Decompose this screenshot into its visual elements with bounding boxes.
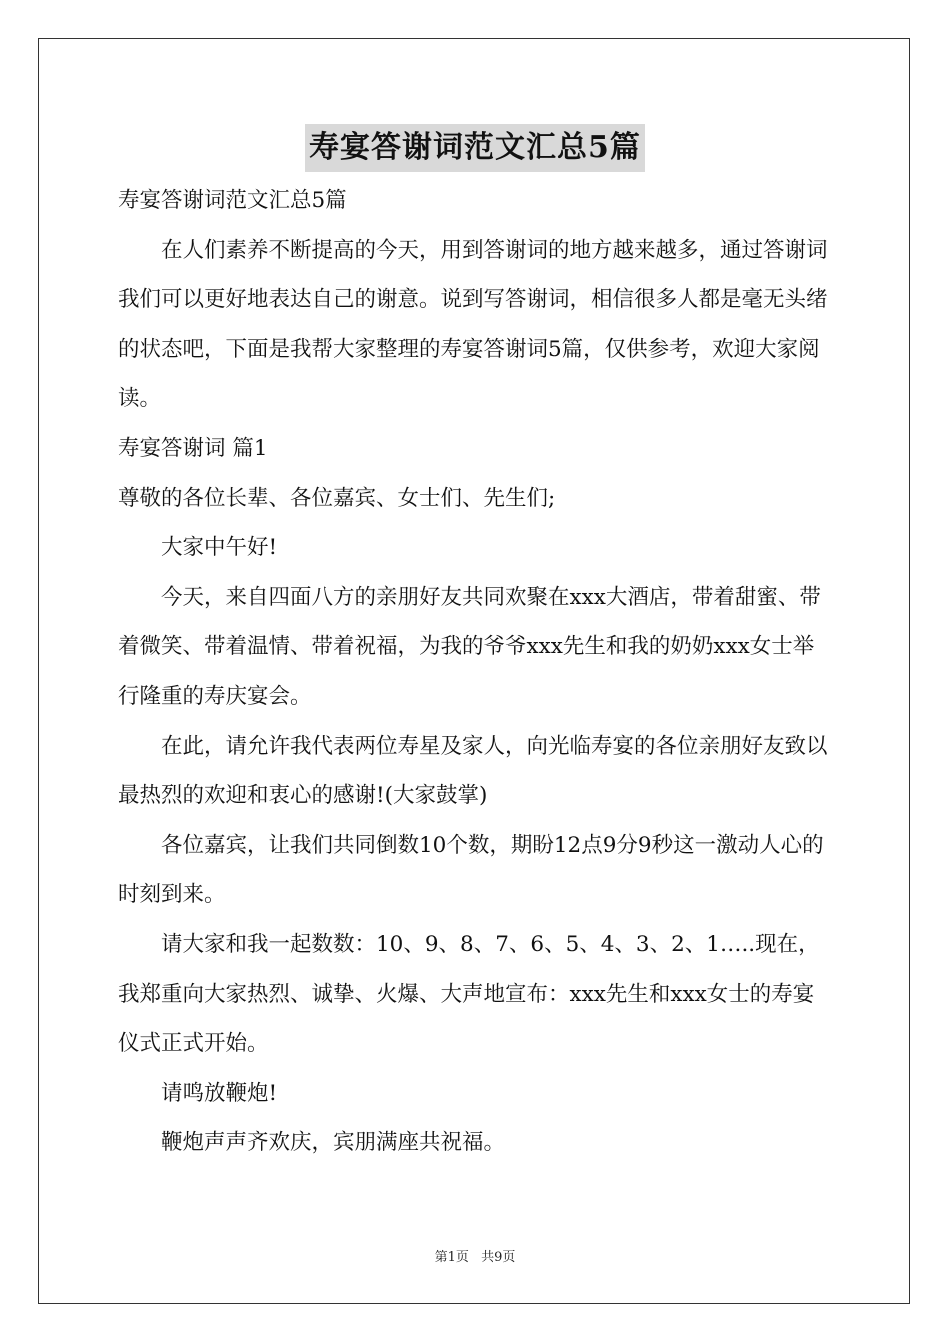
paragraph: 在人们素养不断提高的今天，用到答谢词的地方越来越多，通过答谢词我们可以更好地表达自己的谢意。说到写答谢词，相信很多人都是毫无头绪的状态吧，下面是我帮大家整理的寿宴答谢词5篇，仅供参考，欢迎大家阅读。 [118, 237, 828, 412]
title-wrap [0, 124, 950, 172]
paragraph: 请大家和我一起数数：10、9、8、7、6、5、4、3、2、1…..现在，我郑重向大家热烈、诚挚、火爆、大声地宣布：xxx先生和xxx女士的寿宴仪式正式开始。 [118, 931, 820, 1057]
document-body [118, 176, 834, 1168]
paragraph: 大家中午好! [161, 535, 278, 561]
page-total: 共9页 [481, 1250, 516, 1265]
document-title: 寿宴答谢词范文汇总5篇 [305, 124, 645, 172]
paragraph: 鞭炮声声齐欢庆，宾朋满座共祝福。 [161, 1130, 506, 1156]
paragraph: 寿宴答谢词范文汇总5篇 [118, 188, 347, 213]
paragraph: 今天，来自四面八方的亲朋好友共同欢聚在xxx大酒店，带着甜蜜、带着微笑、带着温情、带着祝福，为我的爷爷xxx先生和我的奶奶xxx女士举行隆重的寿庆宴会。 [118, 584, 821, 709]
paragraph: 请鸣放鞭炮! [161, 1080, 278, 1106]
paragraph: 寿宴答谢词 篇1 [118, 435, 268, 461]
paragraph: 各位嘉宾，让我们共同倒数10个数，期盼12点9分9秒这一激动人心的时刻到来。 [118, 832, 824, 908]
paragraph: 尊敬的各位长辈、各位嘉宾、女士们、先生们; [118, 485, 556, 511]
paragraph: 在此，请允许我代表两位寿星及家人，向光临寿宴的各位亲朋好友致以最热烈的欢迎和衷心的感谢!(大家鼓掌) [118, 733, 828, 809]
page-footer [0, 1246, 950, 1265]
page-number: 第1页 [434, 1250, 469, 1265]
